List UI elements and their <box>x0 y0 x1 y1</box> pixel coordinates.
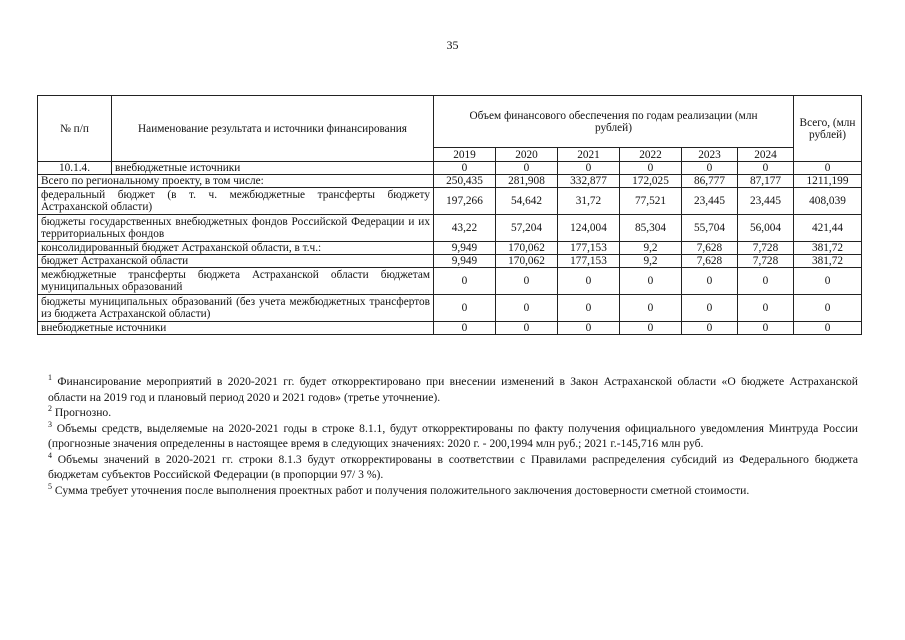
row-value: 281,908 <box>496 175 558 188</box>
row-value: 9,2 <box>620 242 682 255</box>
footnote-mark: 4 <box>48 450 52 460</box>
header-volume: Объем финансового обеспечения по годам реализации (млн рублей) <box>434 96 794 148</box>
footnote-text: Объемы значений в 2020-2021 гг. строки 8.1.3 будут откорректированы в соответствии с Правилами распределения субсидий из Федерального бюджета бюджетам субъектов Российской Федерации (в пропорции 97/ 3 %). <box>48 452 858 481</box>
row-value: 9,949 <box>434 255 496 268</box>
row-value: 0 <box>682 268 738 295</box>
header-num: № п/п <box>38 96 112 162</box>
table-row <box>38 295 862 322</box>
footnote-text: Финансирование мероприятий в 2020-2021 гг. будет откорректировано при внесении изменений в Закон Астраханской области «О бюджете Астраханской области на 2019 год и плановый период 2020 и 2021 годов» (третье уточнение). <box>48 375 858 404</box>
row-value: 0 <box>682 295 738 322</box>
page-number: 35 <box>446 38 459 52</box>
header-year: 2023 <box>682 148 738 162</box>
row-value: 7,628 <box>682 242 738 255</box>
footnote <box>48 483 858 499</box>
row-value: 0 <box>558 322 620 335</box>
footnote-text: Прогнозно. <box>52 406 112 419</box>
header-total: Всего, (млн рублей) <box>794 96 862 162</box>
header-year: 2022 <box>620 148 682 162</box>
row-value: 0 <box>496 322 558 335</box>
row-label: бюджет Астраханской области <box>38 255 434 268</box>
row-value: 0 <box>558 162 620 175</box>
table-row <box>38 255 862 268</box>
table-row <box>38 268 862 295</box>
table-row <box>38 242 862 255</box>
row-value: 7,728 <box>738 255 794 268</box>
footnote-text: Объемы средств, выделяемые на 2020-2021 годы в строке 8.1.1, будут откорректированы по факту получения официального уведомления Минтруда России (прогнозные значения определенны в настоящее время в следующих значениях: 2020 г. - 200,1994 млн руб.; 2021 г.-145,716 млн руб. <box>48 421 858 450</box>
row-label: внебюджетные источники <box>112 162 434 175</box>
row-total: 408,039 <box>794 188 862 215</box>
row-value: 86,777 <box>682 175 738 188</box>
header-year: 2021 <box>558 148 620 162</box>
row-total: 0 <box>794 322 862 335</box>
row-value: 55,704 <box>682 215 738 242</box>
row-value: 54,642 <box>496 188 558 215</box>
row-value: 0 <box>620 322 682 335</box>
row-total: 0 <box>794 162 862 175</box>
row-value: 23,445 <box>682 188 738 215</box>
table-row <box>38 322 862 335</box>
row-value: 177,153 <box>558 255 620 268</box>
footnote <box>48 374 858 405</box>
row-value: 250,435 <box>434 175 496 188</box>
table-row <box>38 175 862 188</box>
row-value: 0 <box>496 268 558 295</box>
row-value: 0 <box>620 295 682 322</box>
row-total: 421,44 <box>794 215 862 242</box>
row-value: 0 <box>682 322 738 335</box>
footnote-text: Сумма требует уточнения после выполнения проектных работ и получения положительного заключения достоверности сметной стоимости. <box>52 483 750 497</box>
row-value: 197,266 <box>434 188 496 215</box>
row-value: 0 <box>434 162 496 175</box>
row-value: 43,22 <box>434 215 496 242</box>
table-row <box>38 188 862 215</box>
footnote <box>48 452 858 483</box>
row-value: 0 <box>558 295 620 322</box>
row-value: 0 <box>738 162 794 175</box>
row-value: 332,877 <box>558 175 620 188</box>
row-total: 0 <box>794 268 862 295</box>
row-value: 170,062 <box>496 242 558 255</box>
row-value: 0 <box>558 268 620 295</box>
row-value: 177,153 <box>558 242 620 255</box>
row-value: 7,728 <box>738 242 794 255</box>
row-label: межбюджетные трансферты бюджета Астраханской области бюджетам муниципальных образований <box>38 268 434 295</box>
row-label: Всего по региональному проекту, в том числе: <box>38 175 434 188</box>
footnote-mark: 1 <box>48 373 52 382</box>
row-value: 0 <box>620 268 682 295</box>
row-value: 9,2 <box>620 255 682 268</box>
row-value: 77,521 <box>620 188 682 215</box>
row-label: консолидированный бюджет Астраханской области, в т.ч.: <box>38 242 434 255</box>
row-value: 0 <box>434 322 496 335</box>
footnote-mark: 3 <box>48 419 52 429</box>
row-value: 172,025 <box>620 175 682 188</box>
table-row <box>38 215 862 242</box>
footnote-mark: 2 <box>48 404 52 413</box>
footnote-mark: 5 <box>48 481 52 491</box>
header-year: 2019 <box>434 148 496 162</box>
row-total: 0 <box>794 295 862 322</box>
header-name: Наименование результата и источники финансирования <box>112 96 434 162</box>
header-year: 2024 <box>738 148 794 162</box>
row-value: 85,304 <box>620 215 682 242</box>
row-number: 10.1.4. <box>38 162 112 175</box>
row-value: 0 <box>738 322 794 335</box>
row-value: 31,72 <box>558 188 620 215</box>
table-row <box>38 162 862 175</box>
row-value: 170,062 <box>496 255 558 268</box>
footnote <box>48 405 858 421</box>
row-value: 87,177 <box>738 175 794 188</box>
row-value: 57,204 <box>496 215 558 242</box>
row-value: 9,949 <box>434 242 496 255</box>
row-label: внебюджетные источники <box>38 322 434 335</box>
footnotes <box>48 374 858 498</box>
row-value: 0 <box>496 162 558 175</box>
row-label: федеральный бюджет (в т. ч. межбюджетные трансферты бюджету Астраханской области) <box>38 188 434 215</box>
row-value: 23,445 <box>738 188 794 215</box>
financing-table <box>37 95 862 335</box>
row-value: 0 <box>738 295 794 322</box>
row-value: 0 <box>434 268 496 295</box>
row-value: 0 <box>496 295 558 322</box>
row-total: 1211,199 <box>794 175 862 188</box>
row-label: бюджеты муниципальных образований (без учета межбюджетных трансфертов из бюджета Астраханской области) <box>38 295 434 322</box>
row-value: 0 <box>682 162 738 175</box>
row-total: 381,72 <box>794 242 862 255</box>
row-value: 0 <box>434 295 496 322</box>
row-value: 0 <box>620 162 682 175</box>
row-value: 124,004 <box>558 215 620 242</box>
header-year: 2020 <box>496 148 558 162</box>
row-label: бюджеты государственных внебюджетных фондов Российской Федерации и их территориальных фондов <box>38 215 434 242</box>
row-value: 56,004 <box>738 215 794 242</box>
footnote <box>48 421 858 452</box>
row-value: 0 <box>738 268 794 295</box>
row-value: 7,628 <box>682 255 738 268</box>
row-total: 381,72 <box>794 255 862 268</box>
